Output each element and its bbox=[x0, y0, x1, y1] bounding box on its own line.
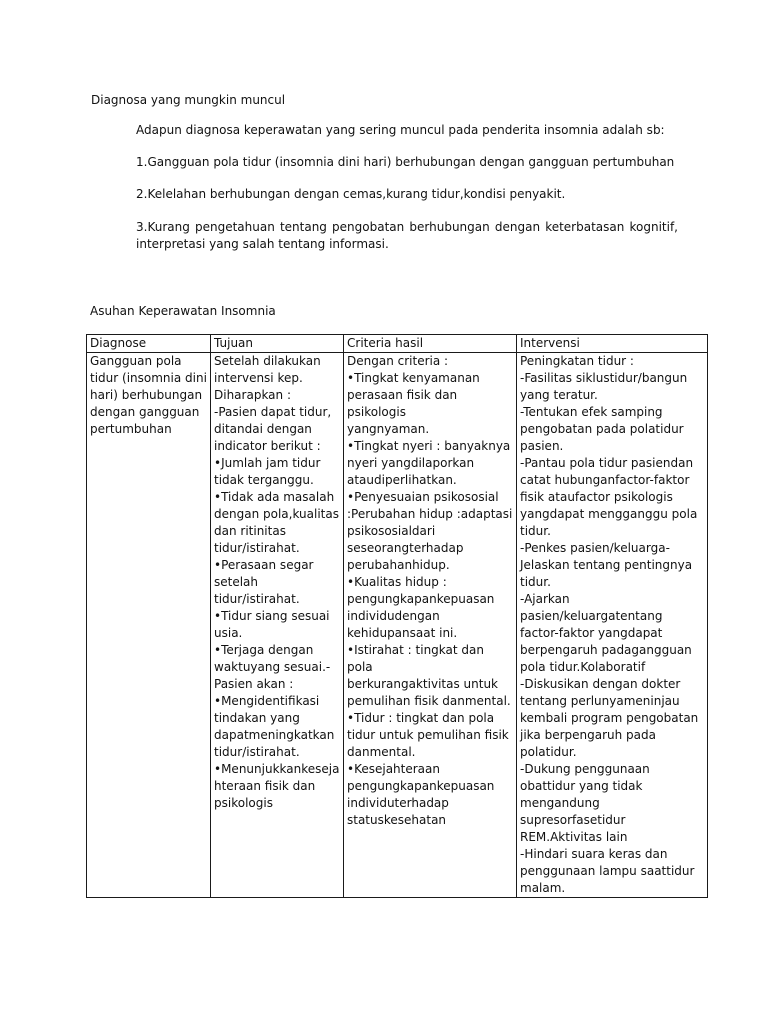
cell-text-line: -Tentukan efek samping bbox=[520, 405, 663, 419]
cell-text-line: yangnyaman. bbox=[347, 422, 430, 436]
cell-text-line: mengandung bbox=[520, 796, 600, 810]
cell-text-line: psikologis bbox=[214, 796, 273, 810]
cell-text-line: tidur. bbox=[520, 575, 551, 589]
cell-text-line: pertumbuhan bbox=[90, 422, 172, 436]
cell-text-line: •Kesejahteraan bbox=[347, 762, 440, 776]
cell-text-line: tidur/istirahat. bbox=[214, 745, 300, 759]
cell-text-line: •Tingkat kenyamanan bbox=[347, 371, 480, 385]
cell-text-line: •Mengidentifikasi bbox=[214, 694, 320, 708]
cell-text-line: dengan gangguan bbox=[90, 405, 200, 419]
cell-text-line: yangdapat mengganggu pola bbox=[520, 507, 698, 521]
cell-text-line: dan ritinitas bbox=[214, 524, 286, 538]
cell-tujuan bbox=[211, 353, 344, 898]
diagnosis-item-3: 3.Kurang pengetahuan tentang pengobatan berhubungan dengan keterbatasan kognitif, interpretasi yang salah tentang informasi. bbox=[136, 220, 678, 251]
cell-text-line: dengan pola,kualitas bbox=[214, 507, 339, 521]
cell-text-line: Diharapkan : bbox=[214, 388, 291, 402]
cell-text-line: •Terjaga dengan bbox=[214, 643, 314, 657]
cell-text-line: •Perasaan segar bbox=[214, 558, 314, 572]
cell-text-line: •Tidak ada masalah bbox=[214, 490, 335, 504]
care-plan-table bbox=[86, 334, 708, 898]
diagnosis-item-1: 1.Gangguan pola tidur (insomnia dini hari) berhubungan dengan gangguan pertumbuhan bbox=[136, 155, 675, 169]
cell-text-line: nyeri yangdilaporkan bbox=[347, 456, 475, 470]
cell-text-line: perubahanhidup. bbox=[347, 558, 450, 572]
cell-text-line: -Diskusikan dengan dokter bbox=[520, 677, 681, 691]
cell-intervensi bbox=[517, 353, 708, 898]
cell-text-line: Setelah dilakukan bbox=[214, 354, 321, 368]
cell-text-line: -Penkes pasien/keluarga- bbox=[520, 541, 670, 555]
cell-text-line: pengungkapankepuasan bbox=[347, 779, 495, 793]
cell-text-line: intervensi kep. bbox=[214, 371, 303, 385]
cell-text-line: •Tidur : tingkat dan pola bbox=[347, 711, 495, 725]
cell-text-line: indicator berikut : bbox=[214, 439, 321, 453]
cell-text-line: tidur/istirahat. bbox=[214, 592, 300, 606]
cell-text-line: tidur untuk pemulihan fisik bbox=[347, 728, 509, 742]
cell-text-line: setelah bbox=[214, 575, 259, 589]
cell-text-line: Jelaskan tentang pentingnya bbox=[520, 558, 693, 572]
cell-text-line: statuskesehatan bbox=[347, 813, 447, 827]
cell-text-line: -Dukung penggunaan bbox=[520, 762, 650, 776]
cell-text-line: individudengan bbox=[347, 609, 440, 623]
cell-text-line: •Tidur siang sesuai bbox=[214, 609, 330, 623]
cell-text-line: pengungkapankepuasan bbox=[347, 592, 495, 606]
cell-text-line: •Penyesuaian psikososial bbox=[347, 490, 499, 504]
column-header-diagnose: Diagnose bbox=[87, 335, 211, 353]
cell-text-line: -Fasilitas siklustidur/bangun bbox=[520, 371, 688, 385]
cell-text-line: •Istirahat : tingkat dan pola bbox=[347, 643, 484, 674]
cell-text-line: Peningkatan tidur : bbox=[520, 354, 634, 368]
cell-text-line: waktuyang sesuai.- bbox=[214, 660, 331, 674]
intro-paragraph: Adapun diagnosa keperawatan yang sering muncul pada penderita insomnia adalah sb: bbox=[136, 123, 665, 137]
cell-text-line: -Pantau pola tidur pasiendan bbox=[520, 456, 694, 470]
cell-text-line: tentang perlunyameninjau bbox=[520, 694, 680, 708]
cell-text-line: fisik ataufactor psikologis bbox=[520, 490, 673, 504]
cell-text-line: tidak terganggu. bbox=[214, 473, 314, 487]
cell-text-line: penggunaan lampu saattidur bbox=[520, 864, 695, 878]
cell-text-line: ditandai dengan bbox=[214, 422, 312, 436]
cell-diagnose bbox=[87, 353, 211, 898]
cell-text-line: kehidupansaat ini. bbox=[347, 626, 458, 640]
cell-text-line: seseorangterhadap bbox=[347, 541, 464, 555]
cell-text-line: REM.Aktivitas lain bbox=[520, 830, 628, 844]
cell-text-line: pasien. bbox=[520, 439, 564, 453]
cell-text-line: •Tingkat nyeri : banyaknya bbox=[347, 439, 511, 453]
section-title-diagnosa: Diagnosa yang mungkin muncul bbox=[91, 93, 286, 107]
cell-text-line: Pasien akan : bbox=[214, 677, 294, 691]
cell-text-line: individuterhadap bbox=[347, 796, 449, 810]
cell-text-line: dapatmeningkatkan bbox=[214, 728, 335, 742]
column-header-criteria: Criteria hasil bbox=[344, 335, 517, 353]
cell-text-line: tidur. bbox=[520, 524, 551, 538]
table-row bbox=[87, 353, 708, 898]
cell-text-line: ataudiperlihatkan. bbox=[347, 473, 457, 487]
cell-text-line: pengobatan pada polatidur bbox=[520, 422, 684, 436]
table-header-row bbox=[87, 335, 708, 353]
cell-text-line: berpengaruh padagangguan bbox=[520, 643, 692, 657]
column-header-tujuan: Tujuan bbox=[211, 335, 344, 353]
cell-text-line: hteraan fisik dan bbox=[214, 779, 316, 793]
cell-text-line: :Perubahan hidup :adaptasi bbox=[347, 507, 513, 521]
cell-text-line: perasaan fisik dan psikologis bbox=[347, 388, 458, 419]
cell-text-line: •Jumlah jam tidur bbox=[214, 456, 321, 470]
cell-text-line: -Pasien dapat tidur, bbox=[214, 405, 332, 419]
cell-text-line: danmental. bbox=[347, 745, 416, 759]
cell-text-line: kembali program pengobatan bbox=[520, 711, 699, 725]
cell-text-line: usia. bbox=[214, 626, 243, 640]
cell-text-line: psikososialdari bbox=[347, 524, 436, 538]
cell-text-line: hari) berhubungan bbox=[90, 388, 203, 402]
cell-text-line: jika berpengaruh pada bbox=[520, 728, 656, 742]
cell-text-line: factor-faktor yangdapat bbox=[520, 626, 663, 640]
cell-text-line: •Kualitas hidup : bbox=[347, 575, 447, 589]
cell-text-line: catat hubunganfactor-faktor bbox=[520, 473, 690, 487]
cell-text-line: supresorfasetidur bbox=[520, 813, 626, 827]
cell-text-line: Dengan criteria : bbox=[347, 354, 449, 368]
cell-text-line: tidur (insomnia dini bbox=[90, 371, 207, 385]
cell-text-line: malam. bbox=[520, 881, 566, 895]
cell-criteria bbox=[344, 353, 517, 898]
cell-text-line: Gangguan pola bbox=[90, 354, 182, 368]
cell-text-line: pemulihan fisik danmental. bbox=[347, 694, 511, 708]
column-header-intervensi: Intervensi bbox=[517, 335, 708, 353]
cell-text-line: -Ajarkan bbox=[520, 592, 570, 606]
cell-text-line: obattidur yang tidak bbox=[520, 779, 643, 793]
diagnosis-item-2: 2.Kelelahan berhubungan dengan cemas,kurang tidur,kondisi penyakit. bbox=[136, 187, 566, 201]
section-title-asuhan: Asuhan Keperawatan Insomnia bbox=[90, 304, 276, 318]
cell-text-line: tindakan yang bbox=[214, 711, 300, 725]
cell-text-line: tidur/istirahat. bbox=[214, 541, 300, 555]
cell-text-line: polatidur. bbox=[520, 745, 577, 759]
cell-text-line: yang teratur. bbox=[520, 388, 598, 402]
cell-text-line: •Menunjukkankeseja bbox=[214, 762, 340, 776]
cell-text-line: -Hindari suara keras dan bbox=[520, 847, 668, 861]
cell-text-line: berkurangaktivitas untuk bbox=[347, 677, 499, 691]
cell-text-line: pola tidur.Kolaboratif bbox=[520, 660, 646, 674]
cell-text-line: pasien/keluargatentang bbox=[520, 609, 663, 623]
